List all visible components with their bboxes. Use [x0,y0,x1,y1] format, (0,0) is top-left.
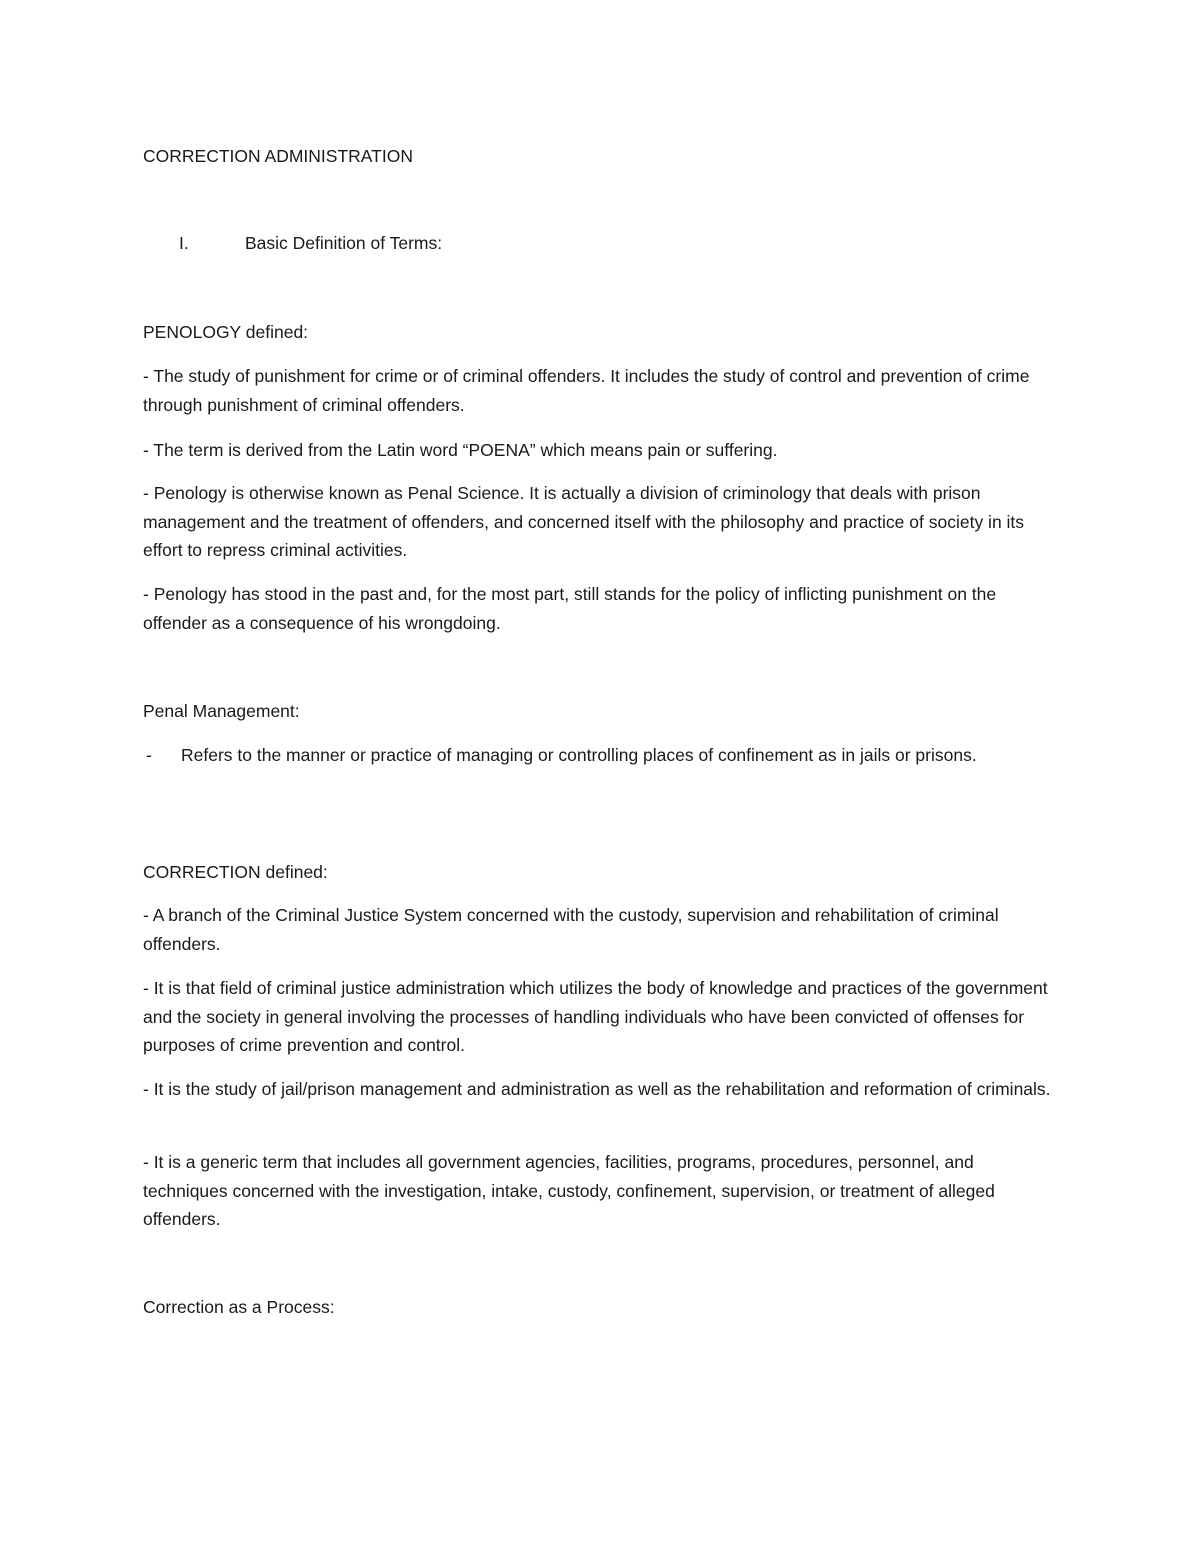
penal-management-heading: Penal Management: [143,701,300,721]
correction-definition-4: - It is a generic term that includes all government agencies, facilities, programs, procedures, personnel, and techniques concerned with the investigation, intake, custody, confinement, supervision, or treatment of alleged offenders. [143,1152,995,1229]
correction-definition-1: - A branch of the Criminal Justice System concerned with the custody, supervision and rehabilitation of criminal offenders. [143,905,999,954]
document-title: CORRECTION ADMINISTRATION [143,146,413,166]
section-heading [143,229,1043,258]
penology-definition-2: - The term is derived from the Latin word “POENA” which means pain or suffering. [143,440,778,460]
penology-heading: PENOLOGY defined: [143,322,309,342]
correction-definition-2: - It is that field of criminal justice administration which utilizes the body of knowledge and practices of the government and the society in general involving the processes of handling individuals who have been convicted of offenses for purposes of crime prevention and control. [143,978,1048,1055]
penology-definition-4: - Penology has stood in the past and, for the most part, still stands for the policy of inflicting punishment on the offender as a consequence of his wrongdoing. [143,584,997,633]
section-title: Basic Definition of Terms: [245,233,443,253]
correction-heading: CORRECTION defined: [143,862,328,882]
penology-definition-1: - The study of punishment for crime or of criminal offenders. It includes the study of control and prevention of crime through punishment of criminal offenders. [143,366,1030,415]
section-number: I. [179,233,189,253]
penal-management-definition: Refers to the manner or practice of managing or controlling places of confinement as in jails or prisons. [181,745,977,765]
correction-definition-3: - It is the study of jail/prison management and administration as well as the rehabilitation and reformation of criminals. [143,1079,1051,1099]
bullet-dash: - [146,745,152,765]
correction-process-heading: Correction as a Process: [143,1297,335,1317]
penology-definition-3: - Penology is otherwise known as Penal Science. It is actually a division of criminology that deals with prison management and the treatment of offenders, and concerned itself with the philosophy and practice of society in its effort to repress criminal activities. [143,483,1025,560]
